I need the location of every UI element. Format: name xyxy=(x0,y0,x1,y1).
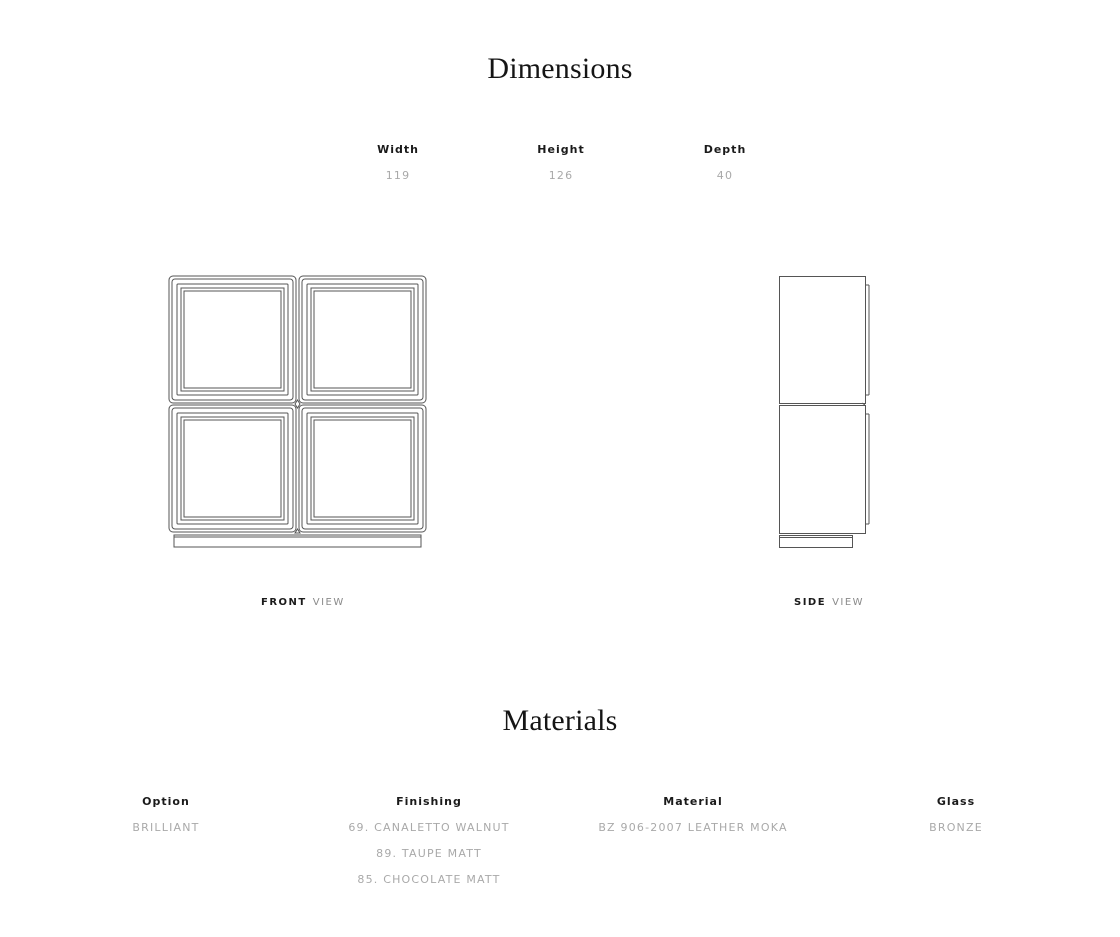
material-finishing-value-3: 85. CHOCOLATE MATT xyxy=(357,873,501,886)
material-finishing-label: Finishing xyxy=(396,795,462,808)
front-view-caption xyxy=(261,597,345,608)
spec-height-value: 126 xyxy=(548,169,574,182)
spec-width xyxy=(318,142,478,184)
front-panel-top-right xyxy=(299,276,426,403)
material-glass-value: BRONZE xyxy=(929,821,983,834)
front-panel-bottom-left xyxy=(169,405,296,532)
spec-depth xyxy=(645,142,805,184)
front-view-caption-light: VIEW xyxy=(312,597,345,608)
material-glass-label: Glass xyxy=(936,795,976,808)
materials-title: Materials xyxy=(502,704,618,737)
material-finishing-value-1: 69. CANALETTO WALNUT xyxy=(348,821,510,834)
material-material-value: BZ 906-2007 LEATHER MOKA xyxy=(598,821,788,834)
material-column-glass xyxy=(876,794,1036,836)
material-option-value: BRILLIANT xyxy=(132,821,200,834)
spec-width-value: 119 xyxy=(385,169,411,182)
front-view-caption-strong: FRONT xyxy=(261,597,307,608)
side-view-caption-light: VIEW xyxy=(832,597,865,608)
spec-depth-label: Depth xyxy=(703,143,747,156)
spec-height xyxy=(481,142,641,184)
spec-height-label: Height xyxy=(537,143,585,156)
material-column-material xyxy=(583,794,803,836)
material-column-option xyxy=(86,794,246,836)
front-panel-bottom-right xyxy=(299,405,426,532)
material-material-label: Material xyxy=(663,795,723,808)
material-finishing-value-2: 89. TAUPE MATT xyxy=(376,847,482,860)
side-view-drawing xyxy=(776,273,872,553)
side-view-caption-strong: SIDE xyxy=(794,597,827,608)
spec-width-label: Width xyxy=(377,143,419,156)
front-view-drawing xyxy=(166,273,430,553)
material-option-label: Option xyxy=(142,795,190,808)
front-panel-top-left xyxy=(169,276,296,403)
spec-depth-value: 40 xyxy=(716,169,734,182)
side-view-caption xyxy=(794,597,864,608)
material-column-finishing xyxy=(329,794,529,888)
dimensions-title: Dimensions xyxy=(487,52,633,85)
